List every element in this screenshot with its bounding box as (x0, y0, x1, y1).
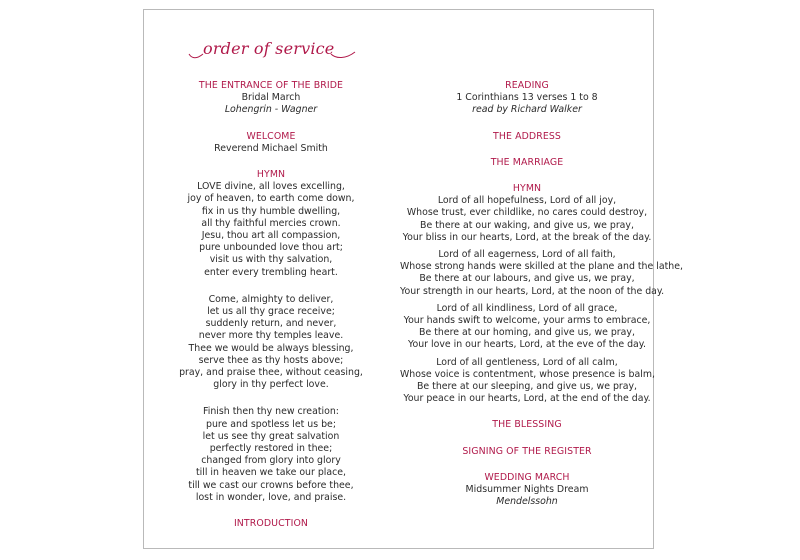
welcome-officiant: Reverend Michael Smith (214, 142, 328, 154)
flourish-right-icon (330, 50, 356, 62)
hymn-line: Come, almighty to deliver, (208, 293, 334, 305)
hymn-line: Your bliss in our hearts, Lord, at the break of the day. (402, 231, 652, 243)
hymn-line: visit us with thy salvation, (209, 254, 333, 266)
entrance-music: Bridal March (241, 92, 301, 104)
hymn-line: till we cast our crowns before thee, (188, 479, 354, 491)
hymn-line: Be there at our waking, and give us, we pray, (420, 219, 634, 231)
order-of-service-header (188, 34, 356, 64)
hymn-line: Your peace in our hearts, Lord, at the end of the day. (403, 393, 651, 405)
hymn-line: till in heaven we take our place, (195, 467, 347, 479)
hymn-line: suddenly return, and never, (205, 318, 337, 330)
hymn-line: Your love in our hearts, Lord, at the eve of the day. (408, 339, 646, 351)
hymn-line: Lord of all eagerness, Lord of all faith, (438, 249, 616, 261)
hymn-line: Jesu, thou art all compassion, (201, 230, 341, 242)
section-heading-hymn: HYMN (256, 169, 286, 181)
hymn-line: LOVE divine, all loves excelling, (197, 181, 345, 193)
hymn-line: perfectly restored in thee; (209, 443, 333, 455)
section-heading-welcome: WELCOME (246, 130, 296, 142)
hymn-verse (176, 406, 366, 504)
flourish-left-icon (188, 50, 204, 62)
reading-reader: read by Richard Walker (472, 104, 582, 116)
section-heading-blessing: THE BLESSING (492, 419, 562, 431)
hymn-verse (400, 249, 683, 298)
hymn-line: changed from glory into glory (201, 455, 341, 467)
hymn-line: Be there at our labours, and give us, we pray, (419, 273, 635, 285)
hymn-verse (400, 357, 654, 406)
hymn-line: glory in thy perfect love. (213, 379, 329, 391)
hymn-line: joy of heaven, to earth come down, (187, 193, 355, 205)
order-of-service-page (143, 9, 683, 549)
hymn-line: Your hands swift to welcome, your arms to embrace, (403, 315, 651, 327)
hymn-line: pray, and praise thee, without ceasing, (179, 367, 363, 379)
wedding-march-music: Midsummer Nights Dream (465, 484, 589, 496)
hymn-line: Thee we would be always blessing, (188, 342, 354, 354)
right-column (400, 80, 683, 508)
hymn-line: Your strength in our hearts, Lord, at the noon of the day. (400, 285, 665, 297)
section-heading-marriage: THE MARRIAGE (490, 156, 564, 168)
hymn-line: Whose strong hands were skilled at the plane and the lathe, (400, 261, 683, 273)
hymn-line: all thy faithful mercies crown. (201, 217, 341, 229)
hymn-line: lost in wonder, love, and praise. (195, 491, 347, 503)
hymn-line: enter every trembling heart. (204, 266, 338, 278)
section-heading-wedding-march: WEDDING MARCH (484, 471, 570, 483)
section-heading-address: THE ADDRESS (493, 130, 561, 142)
hymn-line: Whose voice is contentment, whose presence is balm, (400, 368, 655, 380)
hymn-verse (176, 181, 366, 279)
reading-passage: 1 Corinthians 13 verses 1 to 8 (456, 92, 598, 104)
hymn-line: Finish then thy new creation: (203, 406, 339, 418)
section-heading-hymn: HYMN (512, 183, 542, 195)
hymn-line: let us see thy great salvation (202, 430, 340, 442)
hymn-line: Be there at our sleeping, and give us, we pray, (416, 381, 638, 393)
hymn-line: Be there at our homing, and give us, we pray, (419, 327, 635, 339)
hymn-line: never more thy temples leave. (198, 330, 344, 342)
hymn-line: Lord of all hopefulness, Lord of all joy, (437, 195, 617, 207)
hymn-line: Whose trust, ever childlike, no cares could destroy, (406, 207, 648, 219)
entrance-composer: Lohengrin - Wagner (224, 104, 318, 116)
hymn-verse (400, 195, 654, 244)
page-title: order of service (203, 39, 335, 58)
hymn-line: pure unbounded love thou art; (199, 242, 343, 254)
left-column (176, 80, 366, 530)
hymn-line: let us all thy grace receive; (207, 306, 335, 318)
wedding-march-composer: Mendelssohn (496, 496, 558, 508)
hymn-verse (176, 294, 366, 392)
section-heading-register: SIGNING OF THE REGISTER (462, 445, 592, 457)
section-heading-reading: READING (505, 80, 549, 91)
hymn-line: pure and spotless let us be; (206, 418, 336, 430)
hymn-line: serve thee as thy hosts above; (198, 354, 344, 366)
section-heading-introduction: INTRODUCTION (233, 518, 309, 530)
hymn-line: fix in us thy humble dwelling, (201, 205, 341, 217)
hymn-verse (400, 303, 654, 352)
hymn-line: Lord of all gentleness, Lord of all calm, (436, 356, 618, 368)
hymn-line: Lord of all kindliness, Lord of all grace, (436, 302, 618, 314)
section-heading-entrance: THE ENTRANCE OF THE BRIDE (198, 80, 344, 91)
